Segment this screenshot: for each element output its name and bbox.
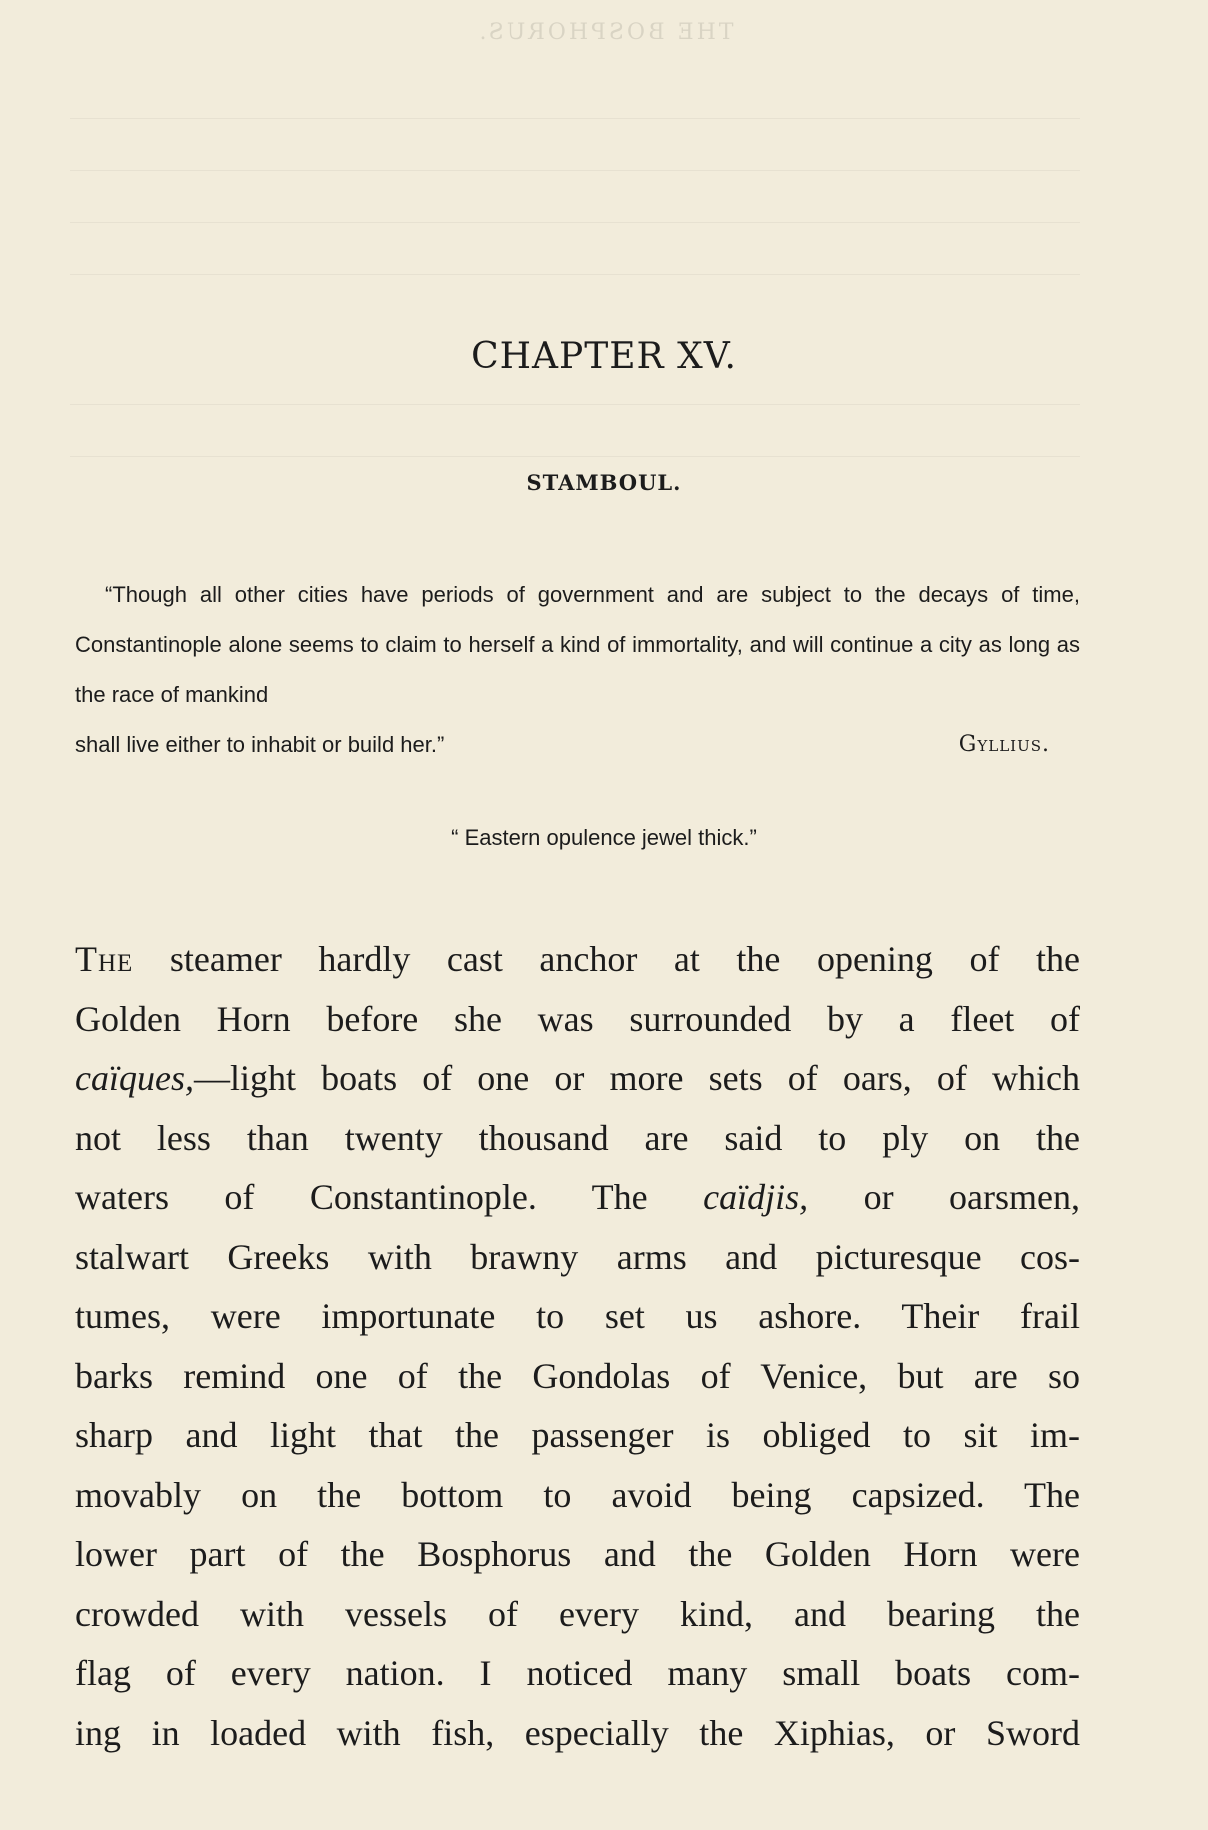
bleed-through-line: [70, 456, 1080, 457]
body-line-text: —light boats of one or more sets of oars, of which: [193, 1058, 1080, 1098]
body-line: not less than twenty thousand are said to ply on the: [75, 1117, 1080, 1158]
body-line: [75, 930, 1080, 990]
body-line: [75, 1049, 1080, 1109]
bleed-through-line: [70, 170, 1080, 171]
italic-word: caïdjis,: [703, 1177, 809, 1217]
epigraph-last-line: [75, 720, 1080, 770]
chapter-subtitle: STAMBOUL.: [526, 470, 682, 495]
body-line: barks remind one of the Gondolas of Venice, but are so: [75, 1355, 1080, 1396]
body-line-text: or oarsmen,: [808, 1177, 1081, 1217]
body-line: ing in loaded with fish, especially the Xiphias, or Sword: [75, 1712, 1080, 1753]
epigraph-last-text: shall live either to inhabit or build her.”: [75, 732, 445, 757]
body-paragraph: [75, 930, 1080, 1763]
body-line: [75, 1168, 1080, 1228]
epigraph-quote: [75, 570, 1080, 770]
body-line: crowded with vessels of every kind, and bearing the: [75, 1593, 1080, 1634]
chapter-title: CHAPTER XV.: [471, 336, 737, 377]
epigraph-text: “Though all other cities have periods of government and are subject to the decays of time, Constantinople alone seems to claim to herself a kind of immortality, and will continue a city as long as the race of mankind: [75, 582, 1080, 707]
bleed-through-line: [70, 404, 1080, 405]
italic-word: caïques,: [75, 1058, 194, 1098]
epigraph-secondary: “ Eastern opulence jewel thick.”: [451, 825, 757, 850]
body-line: tumes, were importunate to set us ashore. Their frail: [75, 1296, 1080, 1336]
bleed-through-line: [70, 274, 1080, 275]
body-line: movably on the bottom to avoid being capsized. The: [75, 1474, 1080, 1515]
body-line: flag of every nation. I noticed many small boats com-: [75, 1653, 1080, 1693]
body-line: Golden Horn before she was surrounded by a fleet of: [75, 998, 1080, 1039]
body-line: sharp and light that the passenger is obliged to sit im-: [75, 1415, 1080, 1455]
bleed-through-line: [70, 118, 1080, 119]
epigraph-attribution: Gyllius.: [958, 732, 1050, 757]
body-line: stalwart Greeks with brawny arms and picturesque cos-: [75, 1236, 1080, 1277]
body-line-text: waters of Constantinople. The: [75, 1177, 704, 1217]
running-head-bleed: THE BOSPHORUS.: [476, 20, 734, 45]
body-line: lower part of the Bosphorus and the Golden Horn were: [75, 1534, 1080, 1574]
bleed-through-line: [70, 222, 1080, 223]
body-line-text: steamer hardly cast anchor at the opening of the: [133, 939, 1080, 979]
drop-word: The: [75, 939, 134, 979]
